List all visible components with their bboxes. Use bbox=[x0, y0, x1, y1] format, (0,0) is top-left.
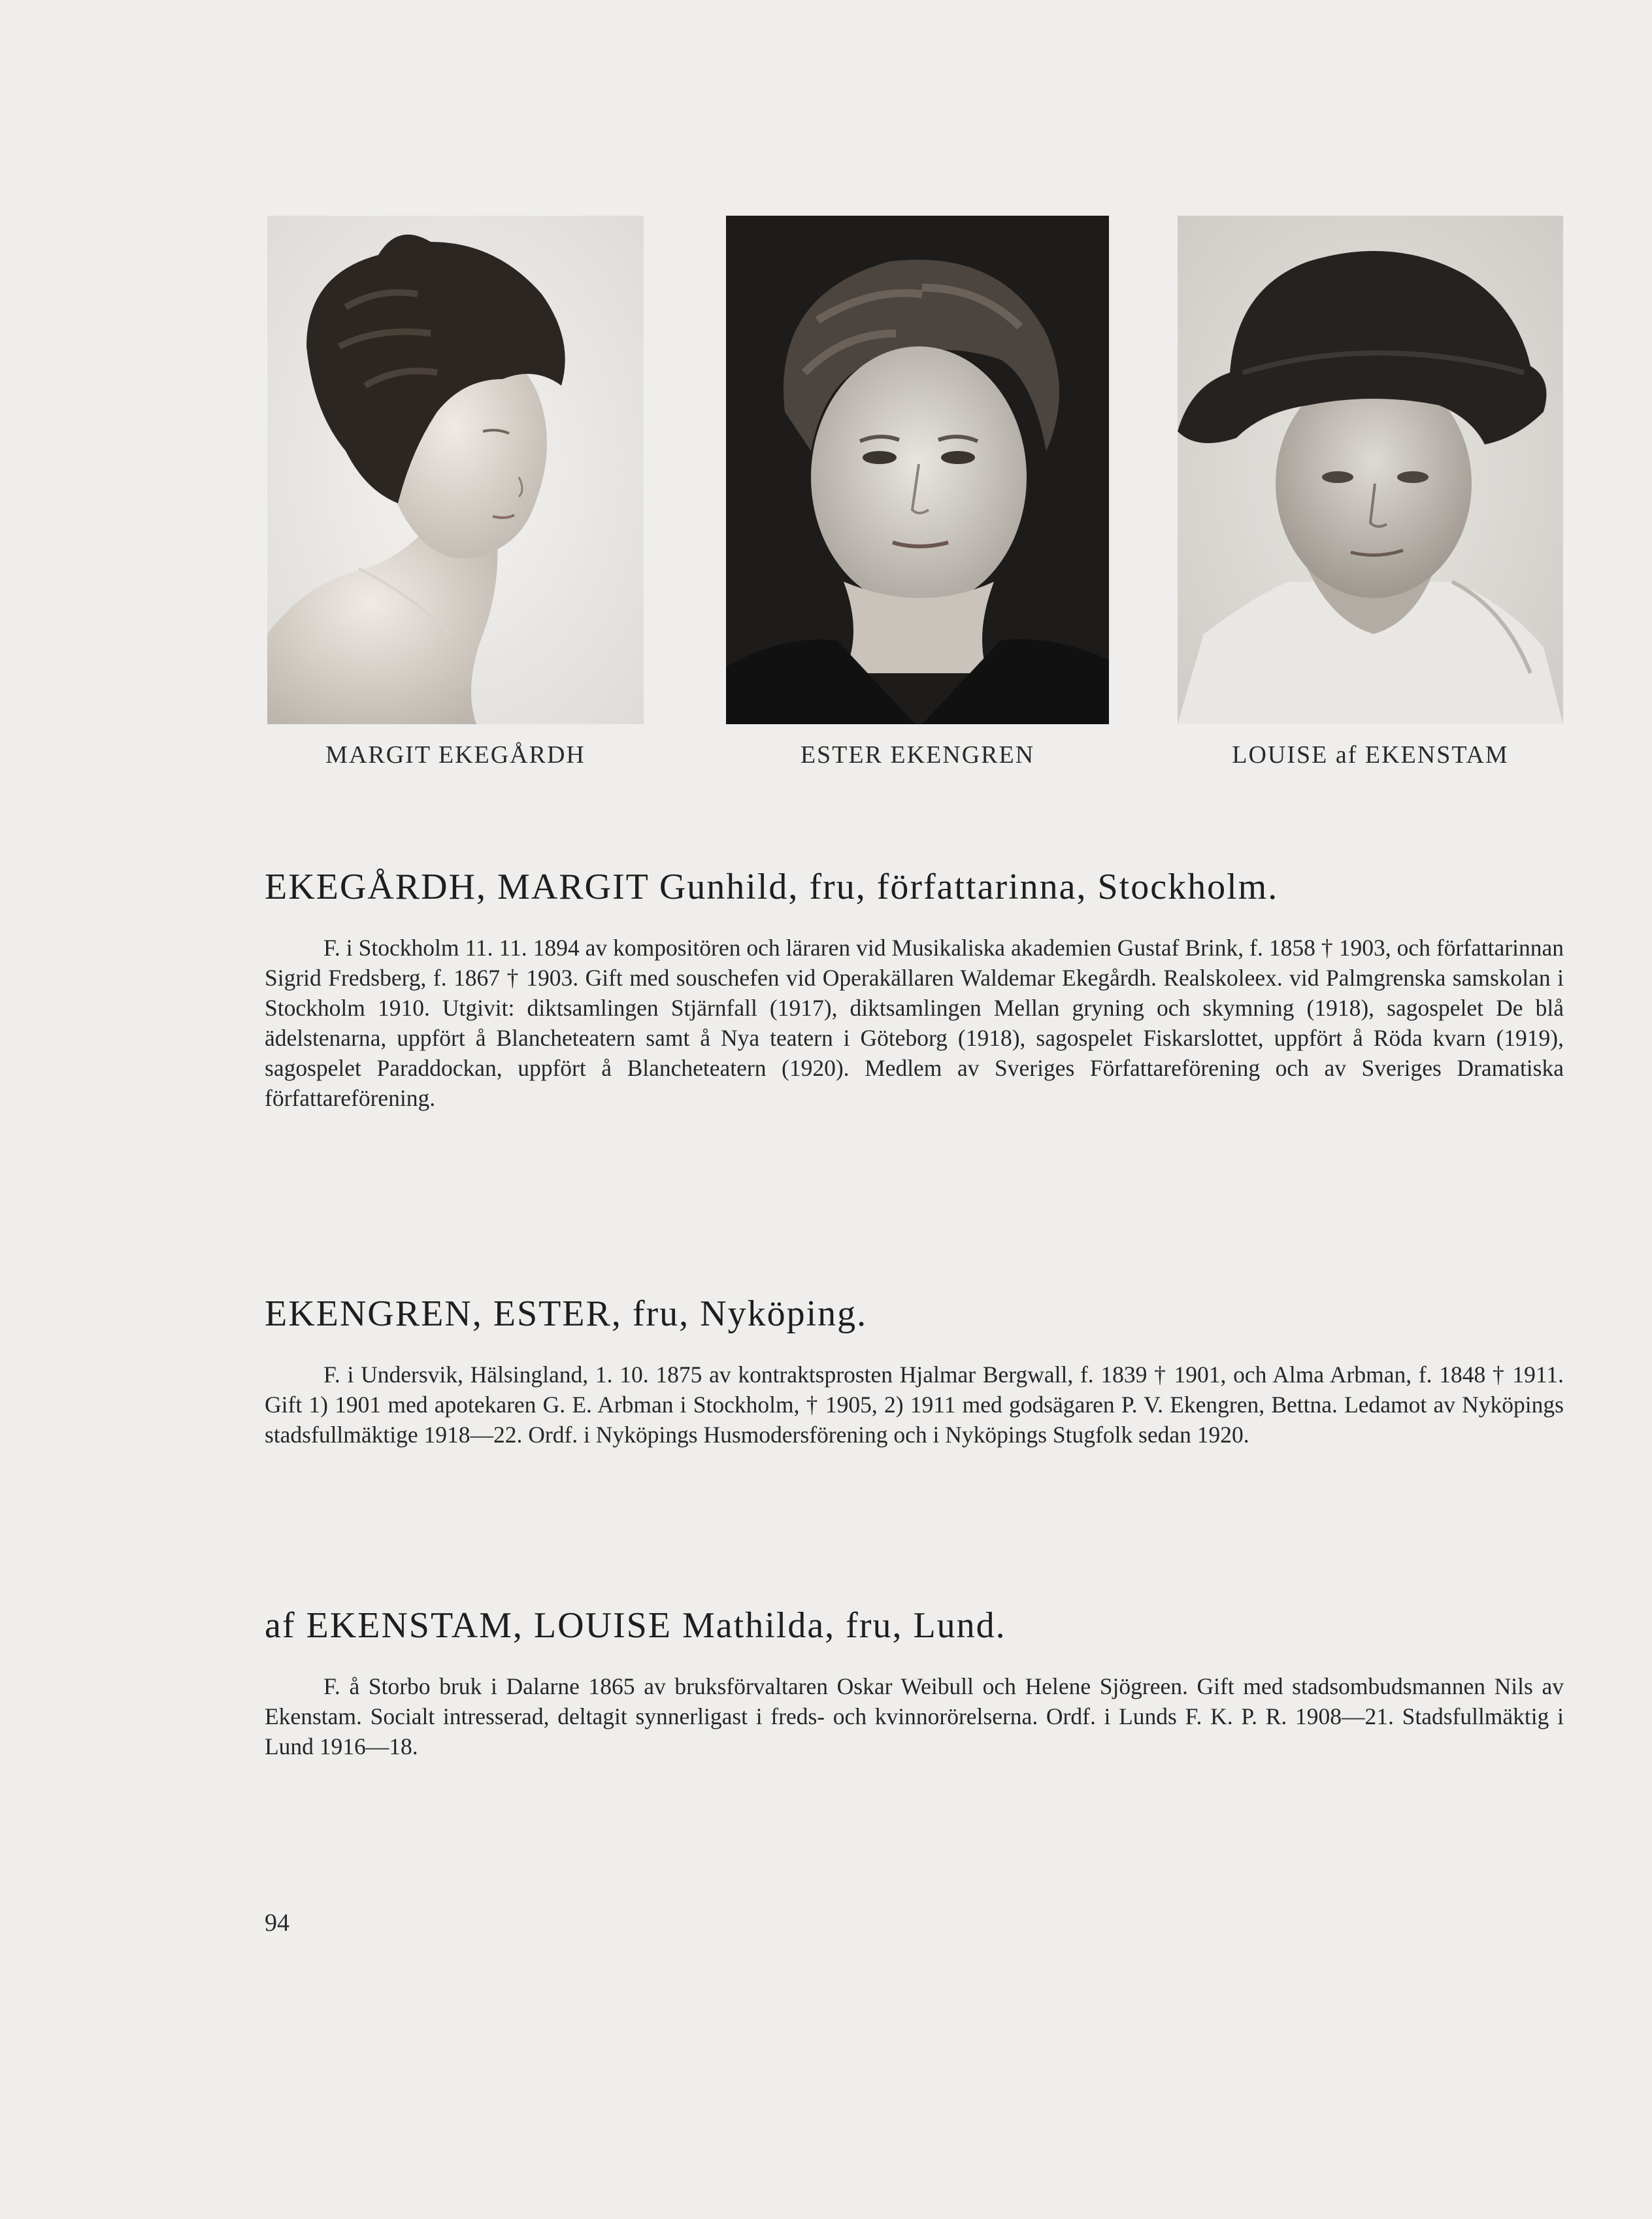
portrait-caption: LOUISE af EKENSTAM bbox=[1232, 741, 1509, 769]
portrait-louise-af-ekenstam bbox=[1178, 216, 1563, 724]
biography-entry bbox=[265, 866, 1564, 1113]
entry-heading: EKENGREN, ESTER, fru, Nyköping. bbox=[265, 1293, 868, 1334]
portrait-margit-ekegardh bbox=[267, 216, 644, 724]
entry-body: F. i Stockholm 11. 11. 1894 av kompositören och läraren vid Musikaliska akademien Gustaf Brink, f. 1858 † 1903, och författarinnan Sigrid Fredsberg, f. 1867 † 1903. Gift med souschefen vid Operakällaren Waldemar Ekegårdh. Realskoleex. vid Palmgrenska samskolan i Stockholm 1910. Utgivit: diktsamlingen Stjärnfall (1917), diktsamlingen Mellan gryning och skymning (1918), sagospelet De blå ädelstenarna, uppfört å Blancheteatern samt å Nya teatern i Göteborg (1918), sagospelet Fiskarslottet, uppfört å Röda kvarn (1919), sagospelet Paraddockan, uppfört å Blancheteatern (1920). Medlem av Sveriges Författareförening och av Sveriges Dramatiska författareförening. bbox=[265, 935, 1564, 1111]
biography-entry bbox=[265, 1293, 1564, 1450]
entry-heading: EKEGÅRDH, MARGIT Gunhild, fru, författarinna, Stockholm. bbox=[265, 867, 1279, 907]
entry-heading: af EKENSTAM, LOUISE Mathilda, fru, Lund. bbox=[265, 1605, 1006, 1646]
entry-body: F. å Storbo bruk i Dalarne 1865 av bruksförvaltaren Oskar Weibull och Helene Sjögreen. Gift med stadsombudsmannen Nils av Ekenstam. Socialt intresserad, deltagit synnerligast i freds- och kvinnorörelserna. Ordf. i Lunds F. K. P. R. 1908—21. Stadsfullmäktig i Lund 1916—18. bbox=[265, 1673, 1564, 1760]
portrait-ester-ekengren bbox=[726, 216, 1109, 724]
biography-entry bbox=[265, 1605, 1564, 1761]
page-number: 94 bbox=[265, 1909, 289, 1937]
portrait-caption: MARGIT EKEGÅRDH bbox=[325, 741, 586, 769]
portrait-caption: ESTER EKENGREN bbox=[800, 741, 1035, 769]
entry-body: F. i Undersvik, Hälsingland, 1. 10. 1875 av kontraktsprosten Hjalmar Bergwall, f. 1839 † 1901, och Alma Arbman, f. 1848 † 1911. Gift 1) 1901 med apotekaren G. E. Arbman i Stockholm, † 1905, 2) 1911 med godsägaren P. V. Ekengren, Bettna. Ledamot av Nyköpings stadsfullmäktige 1918—22. Ordf. i Nyköpings Husmodersförening och i Nyköpings Stugfolk sedan 1920. bbox=[265, 1361, 1564, 1448]
